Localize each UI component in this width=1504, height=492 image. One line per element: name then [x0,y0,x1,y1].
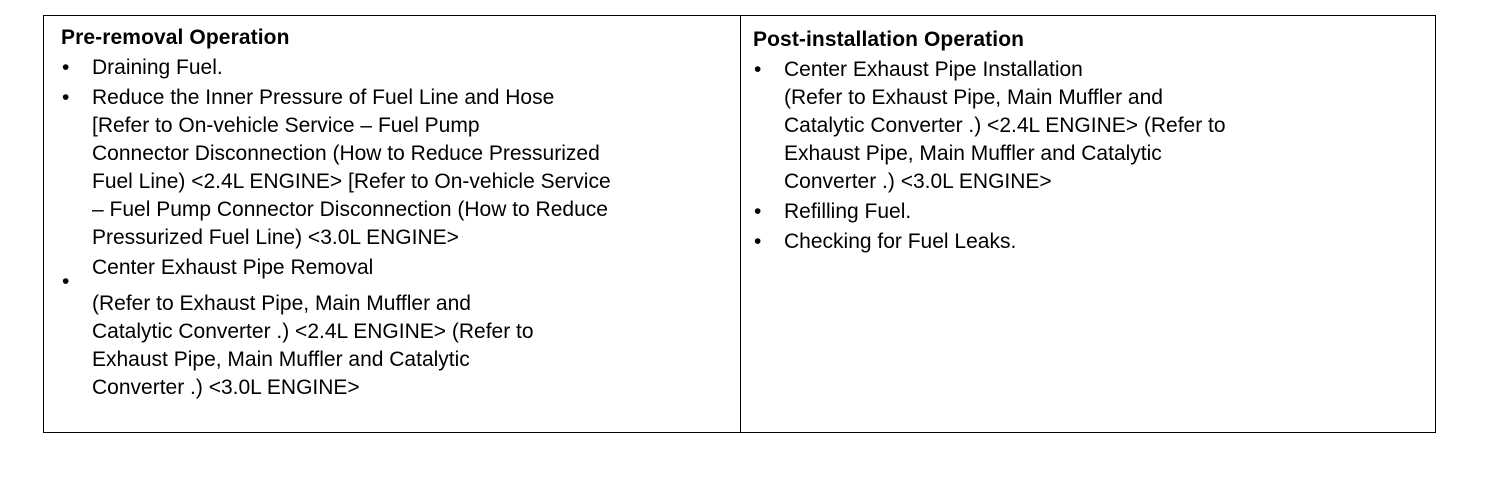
text-line: Checking for Fuel Leaks. [784,230,1017,253]
bullet-icon: • [754,200,762,223]
pre-removal-list [61,54,740,402]
text-line: – Fuel Pump Connector Disconnection (How to Reduce [92,198,608,221]
bullet-icon: • [754,230,762,253]
text-line: (Refer to Exhaust Pipe, Main Muffler and [784,86,1163,109]
bullet-icon: • [62,86,70,109]
pre-removal-heading: Pre-removal Operation [61,26,290,49]
post-installation-heading: Post-installation Operation [753,28,1025,51]
list-item [753,228,1435,256]
list-item-text [92,254,740,402]
bullet-icon: • [62,270,70,293]
text-line: Exhaust Pipe, Main Muffler and Catalytic [92,348,470,371]
list-item-text [784,228,1435,256]
text-line: Connector Disconnection (How to Reduce Pressurized [92,142,600,165]
text-line: Pressurized Fuel Line) <3.0L ENGINE> [92,226,459,249]
text-line: Catalytic Converter .) <2.4L ENGINE> (Refer to [784,114,1226,137]
list-item [753,56,1435,196]
list-item [61,254,740,402]
text-line: [Refer to On-vehicle Service – Fuel Pump [92,114,480,137]
list-item [753,198,1435,226]
text-line: Converter .) <3.0L ENGINE> [784,170,1052,193]
pre-removal-column [44,16,741,432]
text-line: Center Exhaust Pipe Removal [92,256,374,279]
list-item-text [92,54,740,82]
list-item-text [92,84,740,252]
text-line: Fuel Line) <2.4L ENGINE> [Refer to On-vehicle Service [92,170,611,193]
operations-table [43,15,1436,433]
text-line: Draining Fuel. [92,56,223,79]
bullet-icon: • [62,56,70,79]
list-item-text [784,56,1435,196]
list-item [61,54,740,82]
list-item-text [784,198,1435,226]
post-installation-list [753,56,1435,256]
text-line: Center Exhaust Pipe Installation [784,58,1083,81]
text-line: Catalytic Converter .) <2.4L ENGINE> (Refer to [92,320,534,343]
post-installation-column [741,16,1435,432]
bullet-icon: • [754,58,762,81]
text-line: Exhaust Pipe, Main Muffler and Catalytic [784,142,1162,165]
list-item [61,84,740,252]
text-line: Reduce the Inner Pressure of Fuel Line and Hose [92,86,555,109]
text-line: (Refer to Exhaust Pipe, Main Muffler and [92,292,471,315]
text-line: Refilling Fuel. [784,200,912,223]
text-line: Converter .) <3.0L ENGINE> [92,376,360,399]
